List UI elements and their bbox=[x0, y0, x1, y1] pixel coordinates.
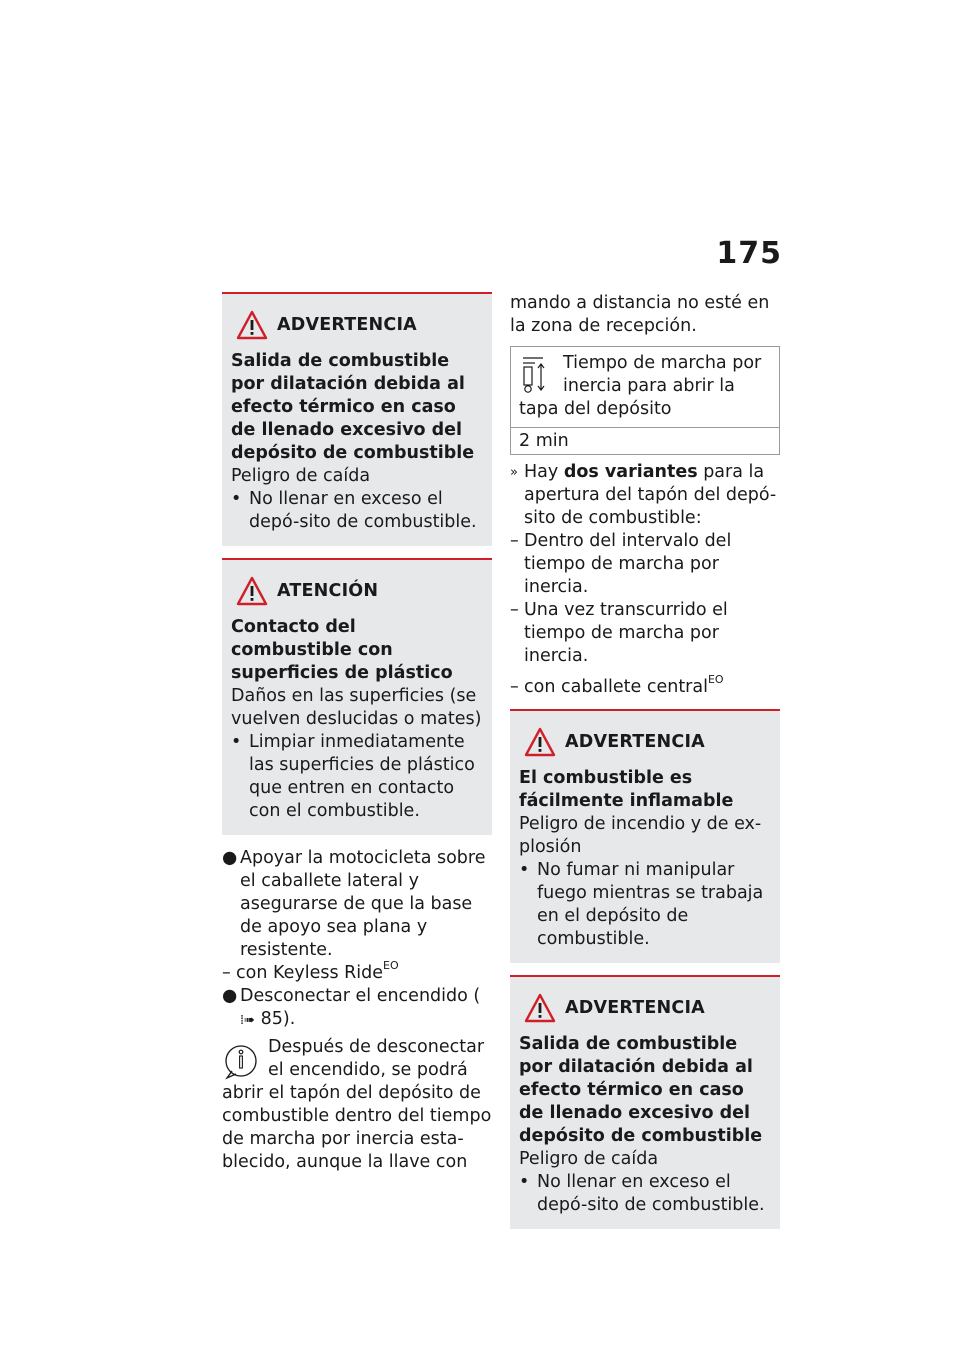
warning-bullet: • No llenar en exceso el depó-sito de combustible. bbox=[231, 489, 477, 532]
info-text: Después de desconectar el encendido, se podrá abrir el tapón del depósito de combustible dentro del tiempo de marcha por inercia esta-blecido, aunque la llave con bbox=[222, 1037, 492, 1172]
timer-gauge-icon bbox=[521, 355, 547, 395]
page-number: 175 bbox=[716, 236, 782, 271]
warning-box-fuel-overflow-2 bbox=[510, 975, 780, 1229]
option-within-interval: – Dentro del intervalo del tiempo de marcha por inercia. bbox=[510, 531, 732, 597]
left-column bbox=[222, 292, 492, 1174]
info-note bbox=[222, 1036, 492, 1174]
caution-bullet: • Limpiar inmediatamente las superficies de plástico que entren en contacto con el combustible. bbox=[231, 732, 475, 821]
caution-box-plastic bbox=[222, 558, 492, 835]
option-after-interval: – Una vez transcurrido el tiempo de marcha por inercia. bbox=[510, 600, 728, 666]
warning-title: ADVERTENCIA bbox=[565, 997, 705, 1018]
variant-keyless-ride: – con Keyless Ride$^{EO}$ bbox=[222, 959, 399, 983]
warning-bullet: • No llenar en exceso el depó-sito de combustible. bbox=[519, 1172, 765, 1215]
warning-title: ADVERTENCIA bbox=[277, 314, 417, 335]
warning-text: Peligro de incendio y de ex-plosión bbox=[519, 814, 762, 857]
right-column bbox=[510, 292, 780, 1241]
warning-text: Peligro de caída bbox=[519, 1149, 659, 1169]
warning-title: ADVERTENCIA bbox=[565, 731, 705, 752]
caution-triangle-icon bbox=[236, 576, 268, 606]
caution-text: Daños en las superficies (se vuelven deslucidas o mates) bbox=[231, 686, 482, 729]
info-icon bbox=[222, 1038, 264, 1082]
warning-subtitle: El combustible es fácilmente inflamable bbox=[519, 768, 734, 811]
variant-center-stand: – con caballete central$^{EO}$ bbox=[510, 673, 724, 697]
warning-box-fuel-overflow bbox=[222, 292, 492, 546]
page-reference-link[interactable]: 85 bbox=[260, 1009, 283, 1029]
page-reference-arrow-icon: ⁞➠ bbox=[240, 1013, 256, 1028]
caution-subtitle: Contacto del combustible con superficies de plástico bbox=[231, 617, 453, 683]
spec-label-row bbox=[511, 347, 779, 428]
warning-triangle-icon bbox=[524, 993, 556, 1023]
warning-triangle-icon bbox=[236, 310, 268, 340]
variants-intro: » Hay dos variantes para la apertura del tapón del depó-sito de combustible: bbox=[510, 462, 777, 528]
step-switch-off-ignition: ● Desconectar el encendido (⁞➠ 85). bbox=[222, 985, 492, 1032]
step-support-motorcycle: ● Apoyar la motocicleta sobre el caballete lateral y asegurarse de que la base de apoyo sea plana y resistente. bbox=[222, 848, 486, 960]
spec-label: Tiempo de marcha por inercia para abrir la tapa del depósito bbox=[519, 353, 762, 419]
spec-table bbox=[510, 346, 780, 455]
caution-title: ATENCIÓN bbox=[277, 580, 379, 601]
warning-text: Peligro de caída bbox=[231, 466, 371, 486]
warning-triangle-icon bbox=[524, 727, 556, 757]
spec-value: 2 min bbox=[519, 431, 569, 451]
warning-bullet: • No fumar ni manipular fuego mientras se trabaja en el depósito de combustible. bbox=[519, 860, 764, 949]
warning-box-flammable bbox=[510, 709, 780, 963]
warning-subtitle: Salida de combustible por dilatación debida al efecto térmico en caso de llenado excesivo del depósito de combustible bbox=[519, 1034, 763, 1146]
continued-text: mando a distancia no esté en la zona de recepción. bbox=[510, 293, 770, 336]
warning-subtitle: Salida de combustible por dilatación debida al efecto térmico en caso de llenado excesivo del depósito de combustible bbox=[231, 351, 475, 463]
